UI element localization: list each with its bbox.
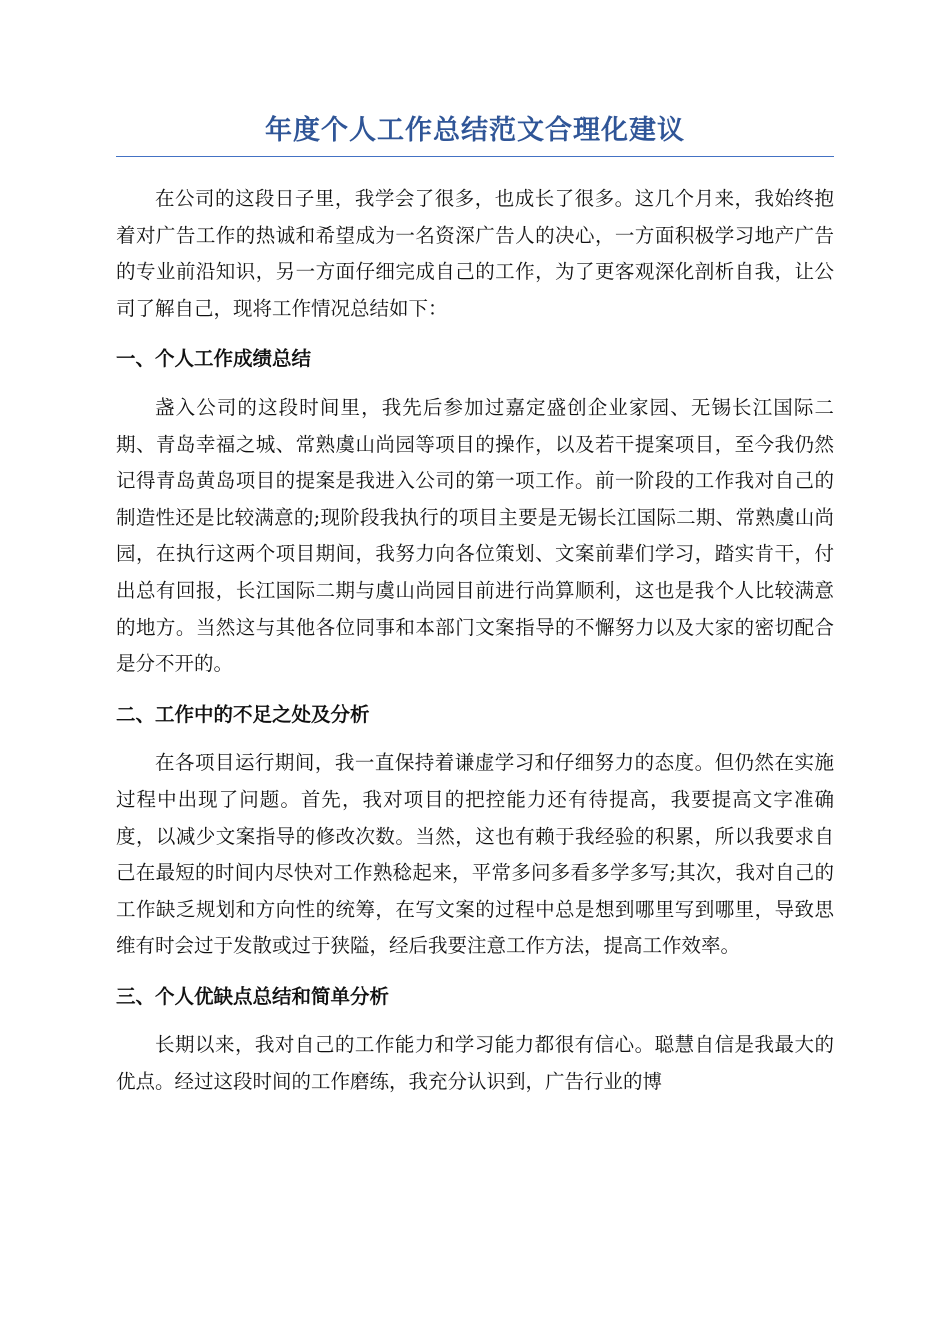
section-2 — [116, 697, 834, 965]
section-3 — [116, 979, 834, 1101]
section-heading: 一、个人工作成绩总结 — [116, 347, 312, 371]
section-body: 长期以来，我对自己的工作能力和学习能力都很有信心。聪慧自信是我最大的优点。经过这段时间的工作磨练，我充分认识到，广告行业的博 — [116, 1033, 834, 1094]
section-1 — [116, 341, 834, 682]
section-heading: 二、工作中的不足之处及分析 — [116, 702, 370, 726]
section-heading: 三、个人优缺点总结和简单分析 — [116, 984, 390, 1008]
document-title: 年度个人工作总结范文合理化建议 — [116, 112, 834, 157]
section-body: 盏入公司的这段时间里，我先后参加过嘉定盛创企业家园、无锡长江国际二期、青岛幸福之城、常熟虞山尚园等项目的操作，以及若干提案项目，至今我仍然记得青岛黄岛项目的提案是我进入公司的第一项工作。前一阶段的工作我对自己的制造性还是比较满意的;现阶段我执行的项目主要是无锡长江国际二期、常熟虞山尚园，在执行这两个项目期间，我努力向各位策划、文案前辈们学习，踏实肯干，付出总有回报，长江国际二期与虞山尚园目前进行尚算顺利，这也是我个人比较满意的地方。当然这与其他各位同事和本部门文案指导的不懈努力以及大家的密切配合是分不开的。 — [116, 395, 834, 676]
intro-paragraph: 在公司的这段日子里，我学会了很多，也成长了很多。这几个月来，我始终抱着对广告工作的热诚和希望成为一名资深广告人的决心，一方面积极学习地产广告的专业前沿知识，另一方面仔细完成自己的工作，为了更客观深化剖析自我，让公司了解自己，现将工作情况总结如下： — [116, 187, 834, 320]
section-body: 在各项目运行期间，我一直保持着谦虚学习和仔细努力的态度。但仍然在实施过程中出现了问题。首先，我对项目的把控能力还有待提高，我要提高文字准确度，以减少文案指导的修改次数。当然，这也有赖于我经验的积累，所以我要求自己在最短的时间内尽快对工作熟稔起来，平常多问多看多学多写;其次，我对自己的工作缺乏规划和方向性的统筹，在写文案的过程中总是想到哪里写到哪里，导致思维有时会过于发散或过于狭隘，经后我要注意工作方法，提高工作效率。 — [116, 751, 834, 958]
